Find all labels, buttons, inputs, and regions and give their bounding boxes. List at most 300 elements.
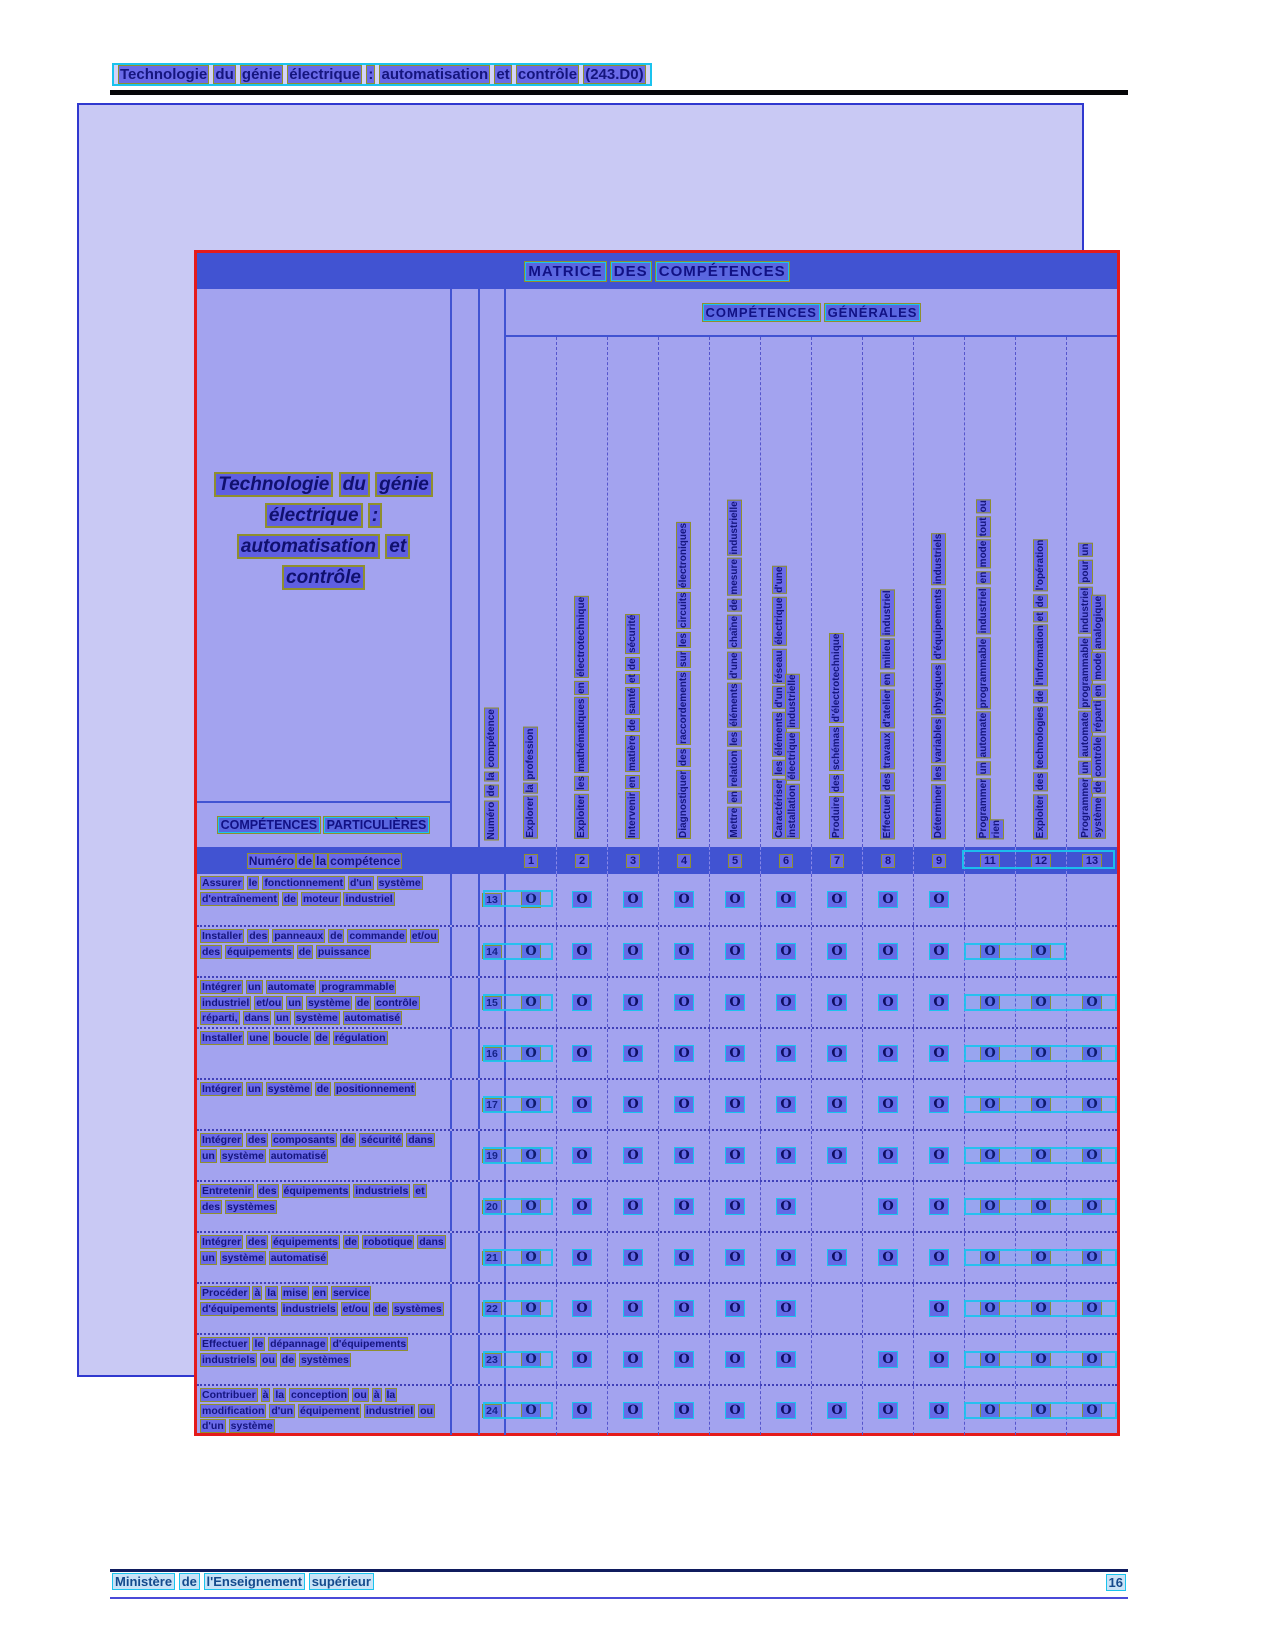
matrix-cell-r16-c2 [556,1029,607,1078]
competency-mark-circle: O [572,1096,591,1113]
word-highlight: automate [1079,712,1091,757]
word-highlight: Contribuer [202,1389,256,1401]
word-highlight: boucle [274,1032,309,1044]
word-highlight: d'une [729,652,740,680]
competency-mark-circle: O [929,1198,948,1215]
word-highlight: moteur [302,892,339,905]
word-highlight: l'Enseignement [204,1573,306,1590]
matrix-cell-r21-c8 [862,1233,913,1282]
word-highlight: MATRICE [525,262,605,281]
competency-mark-circle: O [776,1351,795,1368]
matrix-cell-r19-c1 [506,1131,556,1180]
word-highlight: génie [241,66,282,83]
word-highlight: de [627,719,638,731]
word-highlight: les [933,766,944,781]
matrix-cell-r15-c7 [811,978,862,1027]
matrix-cell-r16-c4 [658,1029,709,1078]
word-highlight: dans [244,1012,270,1024]
matrix-cell-r24-c12 [1015,1386,1066,1435]
competency-matrix-table [194,250,1120,1436]
matrix-row-14 [197,925,1117,976]
competency-mark-circle: O [1082,1198,1101,1215]
matrix-cell-r20-c6 [760,1182,811,1231]
matrix-cell-r19-c3 [607,1131,658,1180]
column-header-line [576,596,588,839]
competency-mark-circle: O [1031,1198,1050,1215]
column-number-5 [709,847,760,874]
column-number-2 [556,847,607,874]
competency-mark-circle: O [1082,1402,1101,1419]
matrix-cell-r13-c3 [607,874,658,925]
matrix-row-16 [197,1027,1117,1078]
column-number-value: 4 [677,854,691,868]
matrix-cell-r22-c9 [913,1284,964,1333]
matrix-cell-r13-c4 [658,874,709,925]
competency-mark-circle: O [623,1300,642,1317]
spacer-cell [452,927,480,976]
matrix-cell-r13-c7 [811,874,862,925]
word-highlight: à [254,1287,261,1299]
word-highlight: COMPÉTENCES [218,817,321,833]
competency-mark-circle: O [572,994,591,1011]
competency-mark-circle: O [980,1147,999,1164]
word-highlight: de [729,599,740,612]
competency-mark-circle: O [725,943,744,960]
matrix-cell-r17-c8 [862,1080,913,1129]
matrix-cell-r19-c12 [1015,1131,1066,1180]
word-highlight: de [341,1134,355,1146]
column-header-text [1079,543,1106,839]
word-highlight: des [249,930,268,942]
word-highlight: Intégrer [202,1236,242,1248]
matrix-cell-r20-c12 [1015,1182,1066,1231]
word-highlight: des [1035,773,1046,791]
column-header-text [977,499,1004,839]
column-number-value: 9 [932,854,946,868]
particular-competency-label [197,1386,452,1435]
competency-mark-circle: O [674,994,693,1011]
particular-competencies-label [218,818,430,832]
word-highlight: équipement [300,1404,359,1417]
word-highlight: automatisation [237,534,380,559]
competency-mark-circle: O [521,994,540,1011]
matrix-cell-r15-c6 [760,978,811,1027]
word-highlight: mise [282,1287,307,1299]
word-highlight: et/ou [342,1302,368,1315]
word-highlight: matière [627,735,638,772]
matrix-cell-r15-c3 [607,978,658,1027]
word-highlight: chaîne [729,616,740,648]
matrix-cell-r20-c3 [607,1182,658,1231]
matrix-cell-r22-c12 [1015,1284,1066,1333]
word-highlight: les [576,776,587,791]
word-highlight: la [316,853,327,868]
word-highlight: dans [419,1236,444,1248]
matrix-cell-r19-c7 [811,1131,862,1180]
word-highlight: Exploiter [1035,795,1046,838]
column-number-12 [1015,847,1066,874]
matrix-cell-r23-c9 [913,1335,964,1384]
matrix-cell-r14-c4 [658,927,709,976]
word-highlight: compétence [486,709,497,768]
word-highlight: pour [1079,561,1091,584]
competency-mark-circle: O [878,891,897,908]
matrix-cell-r17-c7 [811,1080,862,1129]
particular-competency-label [197,978,452,1027]
word-highlight: industriels [933,533,944,585]
matrix-row-21 [197,1231,1117,1282]
matrix-cell-r22-c7 [811,1284,862,1333]
competency-mark-circle: O [1031,994,1050,1011]
matrix-cell-r22-c13 [1066,1284,1117,1333]
general-competencies-band [506,289,1117,337]
competency-mark-circle: O [776,891,795,908]
matrix-title-band [197,253,1117,289]
word-highlight: d'équipements [202,1302,276,1315]
competency-mark-circle: O [929,943,948,960]
competency-mark-circle: O [725,1402,744,1419]
column-number-value: 11 [980,854,1000,868]
word-highlight: Explorer [525,797,536,838]
matrix-cell-r20-c9 [913,1182,964,1231]
matrix-cell-r16-c7 [811,1029,862,1078]
spacer-cell [452,1080,480,1129]
matrix-cell-r15-c12 [1015,978,1066,1027]
matrix-cell-r14-c1 [506,927,556,976]
competency-mark-circle: O [521,1249,540,1266]
word-highlight: technologies [1035,706,1046,769]
word-highlight: Intervenir [627,792,638,838]
word-highlight: éléments [773,712,785,757]
document-footer [112,1574,1126,1591]
matrix-row-23 [197,1333,1117,1384]
word-highlight: le [254,1338,264,1350]
competency-mark-circle: O [623,1045,642,1062]
word-highlight: des [248,1134,267,1146]
matrix-cell-r17-c5 [709,1080,760,1129]
word-highlight: d'atelier [882,689,893,728]
competency-mark-circle: O [572,1045,591,1062]
word-highlight: un [275,1012,289,1024]
competency-mark-circle: O [929,891,948,908]
competency-mark-circle: O [521,1147,540,1164]
word-highlight: d'équipements [332,1338,407,1350]
competency-mark-circle: O [674,943,693,960]
word-highlight: de [281,1353,295,1366]
competency-mark-circle: O [1031,1045,1050,1062]
word-highlight: industriels [355,1185,409,1197]
matrix-row-13 [197,874,1117,925]
row-number-cell [480,1335,506,1384]
competency-mark-circle: O [776,1300,795,1317]
word-highlight: des [882,772,893,790]
spacer-cell [452,1029,480,1078]
competency-mark-circle: O [674,1198,693,1215]
word-highlight: le [248,877,258,889]
competency-mark-circle: O [878,1351,897,1368]
word-highlight: équipements [283,1185,349,1197]
word-highlight: Numéro [486,802,497,840]
matrix-cell-r24-c8 [862,1386,913,1435]
word-highlight: industrielle [786,675,798,729]
matrix-cell-r13-c13 [1066,874,1117,925]
word-highlight: réparti, [202,1012,238,1024]
competency-mark-circle: O [623,1351,642,1368]
matrix-cell-r22-c3 [607,1284,658,1333]
matrix-cell-r23-c6 [760,1335,811,1384]
word-highlight: rien [990,819,1002,838]
word-highlight: sur [678,651,689,668]
matrix-cell-r23-c1 [506,1335,556,1384]
word-highlight: en [1092,684,1104,697]
matrix-cell-r13-c11 [964,874,1015,925]
word-highlight: robotique [363,1236,413,1248]
word-highlight: les [678,633,689,648]
matrix-cell-r14-c2 [556,927,607,976]
competency-mark-circle: O [725,1198,744,1215]
word-highlight: de [298,945,311,958]
matrix-cell-r16-c11 [964,1029,1015,1078]
word-highlight: compétence [330,853,401,868]
matrix-cell-r13-c1 [506,874,556,925]
competency-mark-circle: O [980,1402,999,1419]
matrix-cell-r20-c7 [811,1182,862,1231]
matrix-cell-r24-c1 [506,1386,556,1435]
competency-mark-circle: O [725,1300,744,1317]
column-header-line [991,499,1003,839]
word-highlight: contrôle [376,996,418,1009]
word-highlight: (243.D0) [585,66,644,83]
column-header-line [978,499,990,839]
competency-mark-circle: O [623,1198,642,1215]
competency-mark-circle: O [878,1249,897,1266]
general-competency-column-8 [862,337,913,847]
spacer-cell [452,1182,480,1231]
word-highlight: Diagnostiquer [678,770,689,838]
matrix-cell-r17-c3 [607,1080,658,1129]
column-number-8 [862,847,913,874]
particular-competency-label [197,1080,452,1129]
column-header-text [575,596,589,839]
competency-mark-circle: O [725,1045,744,1062]
column-header-line [525,727,537,839]
column-number-value: 5 [728,854,742,868]
matrix-cell-r21-c1 [506,1233,556,1282]
matrix-cell-r21-c4 [658,1233,709,1282]
word-highlight: supérieur [309,1573,374,1590]
word-highlight: systèmes [393,1302,442,1315]
word-highlight: industriel [977,588,989,634]
word-highlight: d'un [271,1404,294,1417]
competency-mark-circle: O [521,1402,540,1419]
row-number-value: 22 [482,1302,502,1316]
column-headers [506,337,1117,847]
competency-mark-circle: O [623,891,642,908]
column-header-line [678,522,690,839]
word-highlight: mathématiques [576,698,587,772]
row-number-cell [480,1386,506,1435]
competency-mark-circle: O [674,1147,693,1164]
program-title-block [197,289,452,847]
matrix-cell-r16-c6 [760,1029,811,1078]
row-number-cell [480,927,506,976]
competency-mark-circle: O [674,1351,693,1368]
competency-mark-circle: O [725,1249,744,1266]
matrix-cell-r15-c4 [658,978,709,1027]
row-number-value: 16 [482,1047,502,1061]
matrix-cell-r13-c9 [913,874,964,925]
word-highlight: système [1092,797,1104,838]
competency-mark-circle: O [929,994,948,1011]
word-highlight: Technologie [214,472,333,497]
word-highlight: sécurité [361,1134,402,1146]
word-highlight: et [1035,611,1046,621]
matrix-cell-r17-c1 [506,1080,556,1129]
matrix-cell-r23-c13 [1066,1335,1117,1384]
word-highlight: systèmes [300,1353,349,1366]
word-highlight: Installer [202,930,243,942]
competency-mark-circle: O [827,1096,846,1113]
competency-mark-circle: O [674,891,693,908]
row-number-value: 21 [482,1251,502,1265]
word-highlight: Mettre [729,807,740,838]
matrix-cell-r19-c13 [1066,1131,1117,1180]
competency-mark-circle: O [980,1300,999,1317]
spacer-cell [452,1284,480,1333]
word-highlight: panneaux [274,930,324,942]
matrix-cell-r21-c9 [913,1233,964,1282]
matrix-cell-r14-c6 [760,927,811,976]
matrix-cell-r24-c5 [709,1386,760,1435]
matrix-cell-r14-c5 [709,927,760,976]
matrix-cell-r23-c2 [556,1335,607,1384]
matrix-rows [197,874,1117,1433]
matrix-cell-r14-c3 [607,927,658,976]
column-header-text [524,727,538,839]
matrix-cell-r23-c8 [862,1335,913,1384]
matrix-cell-r15-c1 [506,978,556,1027]
competency-mark-circle: O [980,994,999,1011]
word-highlight: programmable [1079,638,1091,708]
word-highlight: éléments [729,683,740,728]
competency-mark-circle: O [521,1300,540,1317]
word-highlight: système [307,996,350,1009]
competency-mark-circle: O [572,891,591,908]
word-highlight: profession [525,728,536,780]
word-highlight: mode [977,540,989,568]
column-header-line [1093,543,1105,839]
competency-mark-circle: O [1031,1096,1050,1113]
competency-mark-circle: O [980,1096,999,1113]
competency-mark-circle: O [980,1045,999,1062]
matrix-cell-r15-c8 [862,978,913,1027]
matrix-row-17 [197,1078,1117,1129]
word-highlight: de [283,892,297,905]
word-highlight: Programmer [977,778,989,838]
word-highlight: d'équipements [933,589,944,660]
word-highlight: installation [786,785,798,838]
word-highlight: DES [611,262,651,281]
word-highlight: des [678,748,689,766]
general-competency-column-3 [607,337,658,847]
word-highlight: automatisé [270,1251,327,1264]
competency-mark-circle: O [521,1351,540,1368]
word-highlight: l'information [1035,625,1046,686]
word-highlight: les [773,760,785,775]
matrix-cell-r13-c6 [760,874,811,925]
word-highlight: équipements [273,1236,338,1248]
word-highlight: Déterminer [933,785,944,838]
column-number-11 [964,847,1015,874]
word-highlight: fonctionnement [264,877,344,889]
competency-mark-circle: O [980,943,999,960]
competency-mark-circle: O [572,1351,591,1368]
competency-mark-circle: O [776,1045,795,1062]
particular-competency-label [197,874,452,925]
matrix-cell-r17-c11 [964,1080,1015,1129]
competency-mark-circle: O [674,1300,693,1317]
matrix-cell-r20-c13 [1066,1182,1117,1231]
word-highlight: en [977,571,989,584]
document-header [112,63,652,86]
competency-mark-circle: O [878,994,897,1011]
word-highlight: COMPÉTENCES [656,262,789,281]
column-header-line [1035,539,1047,839]
word-highlight: un [288,996,302,1009]
matrix-cell-r15-c2 [556,978,607,1027]
competency-mark-circle: O [776,1198,795,1215]
matrix-cell-r23-c11 [964,1335,1015,1384]
competency-mark-circle: O [878,1045,897,1062]
word-highlight: automatisé [344,1012,401,1024]
competency-mark-circle: O [1082,1351,1101,1368]
competency-mark-circle: O [1031,1249,1050,1266]
matrix-cell-r24-c9 [913,1386,964,1435]
matrix-cell-r23-c3 [607,1335,658,1384]
word-highlight: industriel [882,589,893,635]
word-highlight: santé [627,688,638,715]
column-header-text [1034,539,1048,839]
word-highlight: commande [349,930,405,942]
particular-competency-label [197,1131,452,1180]
matrix-cell-r19-c2 [556,1131,607,1180]
competency-mark-circle: O [725,891,744,908]
word-highlight: d'entraînement [202,892,277,905]
spacer-cell [452,1233,480,1282]
word-highlight: à [373,1389,380,1401]
word-highlight: un [202,1149,215,1162]
word-highlight: positionnement [335,1083,415,1095]
general-competency-column-4 [658,337,709,847]
competency-mark-circle: O [827,943,846,960]
matrix-cell-r21-c6 [760,1233,811,1282]
word-highlight: de [1035,690,1046,702]
matrix-cell-r20-c2 [556,1182,607,1231]
word-highlight: des [202,1200,221,1213]
row-number-cell [480,978,506,1027]
matrix-row-24 [197,1384,1117,1435]
word-highlight: et [385,534,410,559]
spacer-column [452,289,480,847]
word-highlight: de [316,1083,329,1095]
matrix-cell-r22-c2 [556,1284,607,1333]
general-competency-column-1 [506,337,556,847]
word-highlight: modification [202,1404,265,1417]
word-highlight: système [221,1251,264,1264]
word-highlight: de [627,658,638,670]
matrix-cell-r15-c13 [1066,978,1117,1027]
competency-mark-circle: O [827,1249,846,1266]
